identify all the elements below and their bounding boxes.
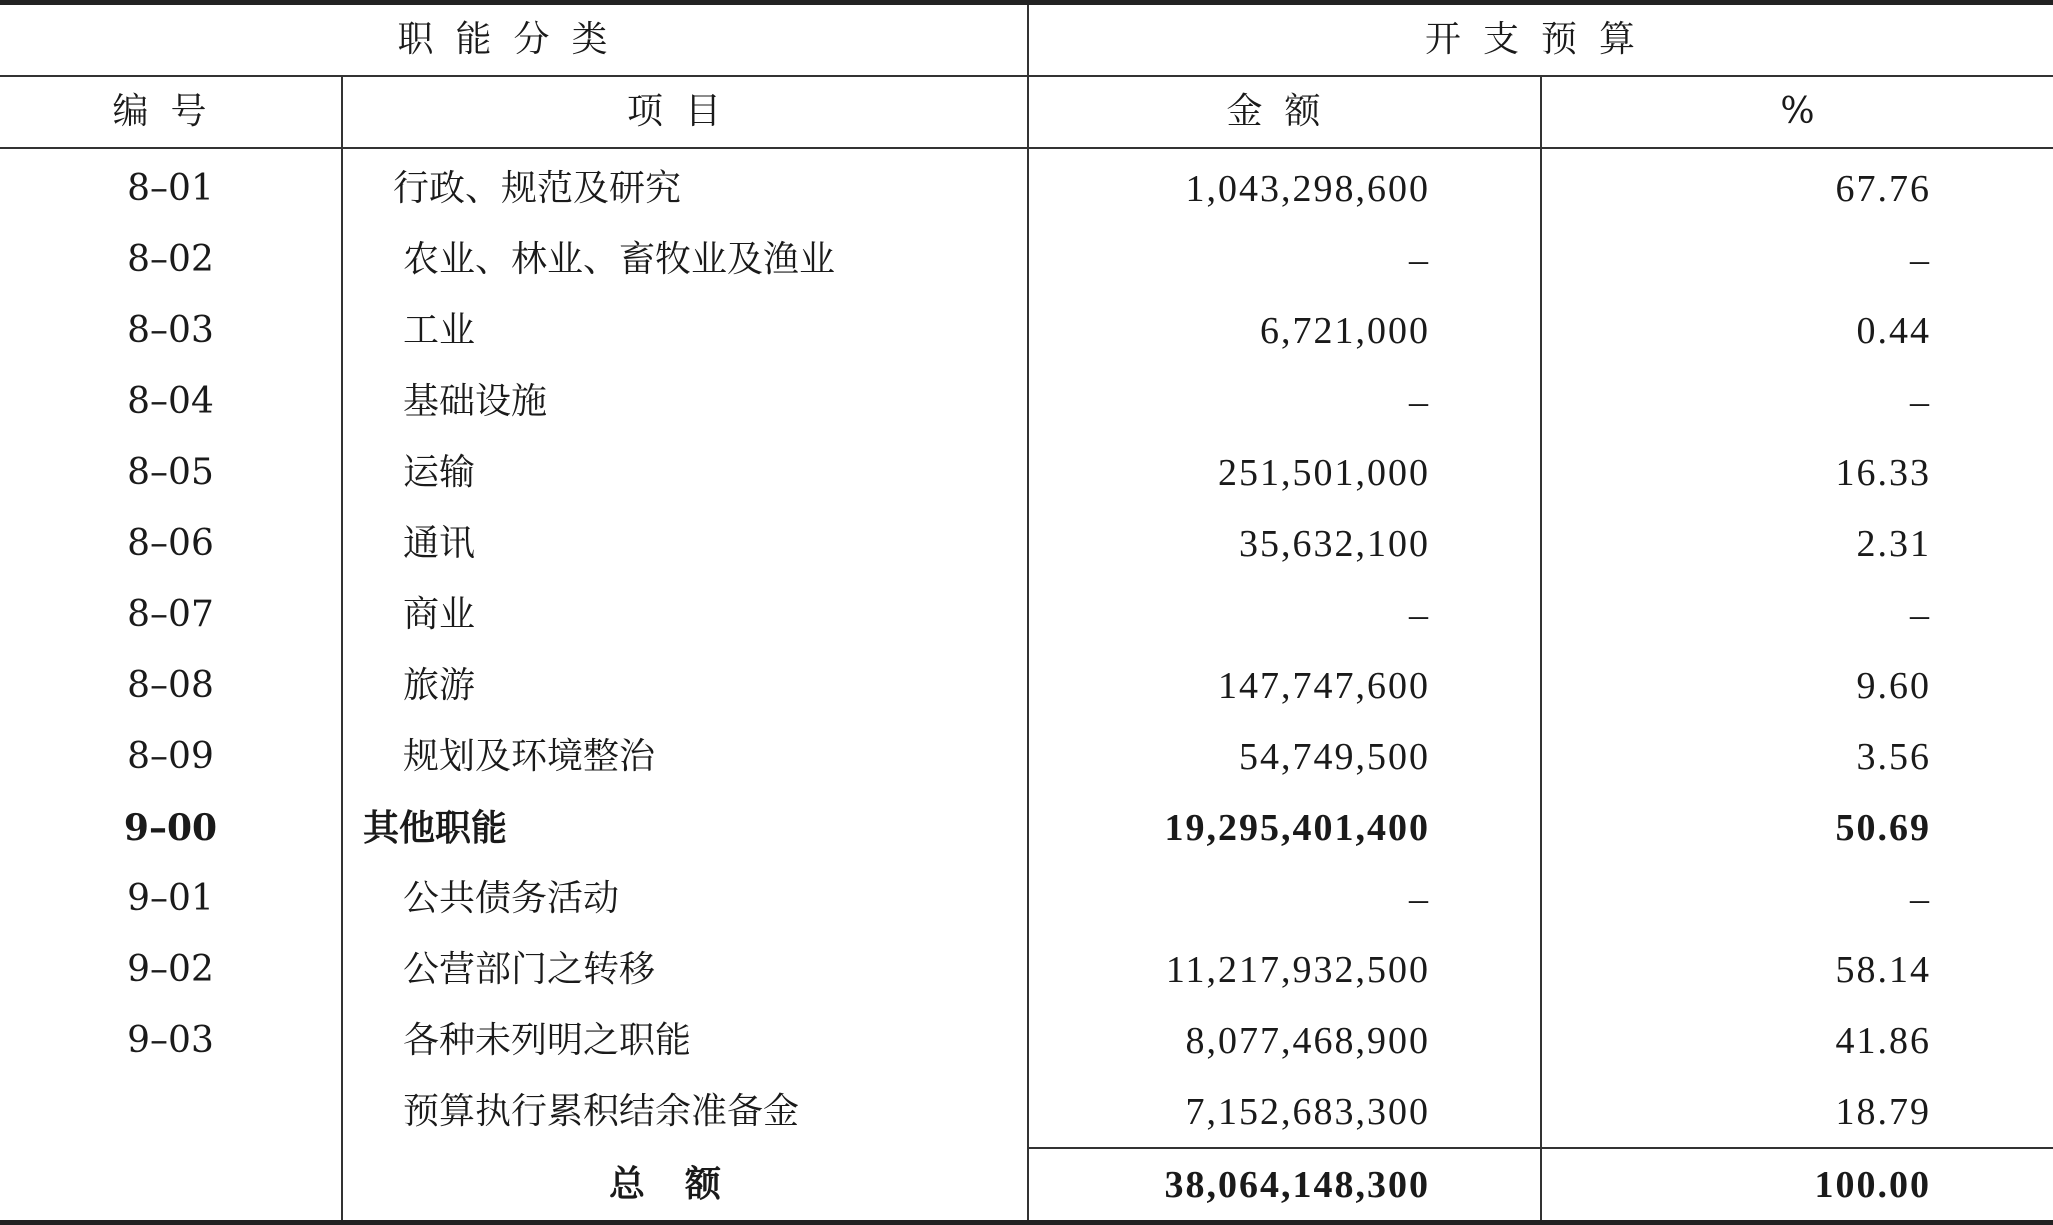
table-row-group [0, 792, 2053, 863]
row-item: 公共债务活动 [342, 863, 1028, 934]
table-row-total [0, 1148, 2053, 1223]
table-row [0, 863, 2053, 934]
row-item: 工业 [342, 295, 1028, 366]
table-row [0, 934, 2053, 1005]
row-percent: – [1541, 579, 2053, 650]
table-row [0, 295, 2053, 366]
row-percent: – [1541, 224, 2053, 295]
row-item: 各种未列明之职能 [342, 1005, 1028, 1076]
header-amount: 金额 [1028, 76, 1541, 148]
header-functional-classification: 职能分类 [0, 3, 1028, 77]
row-code: 8–06 [127, 522, 214, 564]
row-percent: – [1541, 863, 2053, 934]
total-percent: 100.00 [1541, 1148, 2053, 1223]
row-code: 9–03 [127, 1019, 214, 1061]
row-code: 8–04 [127, 380, 214, 422]
row-percent: – [1541, 366, 2053, 437]
header-column-row [0, 76, 2053, 148]
row-code: 8–01 [127, 167, 214, 209]
row-percent: 16.33 [1541, 437, 2053, 508]
table-row [0, 437, 2053, 508]
table-row [0, 508, 2053, 579]
row-code: 8–09 [127, 735, 214, 777]
row-percent: 58.14 [1541, 934, 2053, 1005]
row-item: 农业、林业、畜牧业及渔业 [342, 224, 1028, 295]
row-code [0, 1076, 342, 1148]
row-amount: – [1028, 579, 1541, 650]
row-percent: 18.79 [1541, 1076, 2053, 1148]
table-row [0, 366, 2053, 437]
table-row [0, 148, 2053, 224]
row-amount: – [1028, 366, 1541, 437]
row-item: 公营部门之转移 [342, 934, 1028, 1005]
row-item: 预算执行累积结余准备金 [342, 1076, 1028, 1148]
row-code: 8–05 [127, 451, 214, 493]
row-code-empty [0, 1148, 342, 1223]
table-row [0, 579, 2053, 650]
row-amount: 6,721,000 [1028, 295, 1541, 366]
row-amount: 19,295,401,400 [1028, 792, 1541, 863]
row-percent: 0.44 [1541, 295, 2053, 366]
row-percent: 67.76 [1541, 148, 2053, 224]
header-expenditure-budget: 开支预算 [1028, 3, 2053, 77]
row-item: 其他职能 [342, 792, 1028, 863]
row-item: 基础设施 [342, 366, 1028, 437]
row-amount: – [1028, 224, 1541, 295]
row-code: 8–07 [127, 593, 214, 635]
row-percent: 2.31 [1541, 508, 2053, 579]
row-amount: – [1028, 863, 1541, 934]
row-code: 9–02 [127, 948, 214, 990]
row-code: 8–02 [127, 238, 214, 280]
row-amount: 251,501,000 [1028, 437, 1541, 508]
table-row [0, 1005, 2053, 1076]
table-row [0, 721, 2053, 792]
table-row [0, 224, 2053, 295]
table-row [0, 650, 2053, 721]
row-amount: 147,747,600 [1028, 650, 1541, 721]
row-item: 行政、规范及研究 [342, 148, 1028, 224]
row-item: 规划及环境整治 [342, 721, 1028, 792]
row-amount: 1,043,298,600 [1028, 148, 1541, 224]
row-amount: 11,217,932,500 [1028, 934, 1541, 1005]
header-group-row [0, 3, 2053, 77]
total-label: 总额 [342, 1148, 1028, 1223]
row-amount: 54,749,500 [1028, 721, 1541, 792]
row-item: 运输 [342, 437, 1028, 508]
row-code: 8–08 [127, 664, 214, 706]
header-code: 编号 [0, 76, 342, 148]
header-percent: % [1541, 76, 2053, 148]
row-amount: 7,152,683,300 [1028, 1076, 1541, 1148]
total-amount: 38,064,148,300 [1028, 1148, 1541, 1223]
row-amount: 8,077,468,900 [1028, 1005, 1541, 1076]
row-percent: 41.86 [1541, 1005, 2053, 1076]
row-percent: 50.69 [1541, 792, 2053, 863]
header-item: 项目 [342, 76, 1028, 148]
row-code: 9–00 [123, 806, 218, 849]
row-percent: 9.60 [1541, 650, 2053, 721]
row-item: 旅游 [342, 650, 1028, 721]
table-row [0, 1076, 2053, 1148]
row-percent: 3.56 [1541, 721, 2053, 792]
row-code: 8–03 [127, 309, 214, 351]
row-amount: 35,632,100 [1028, 508, 1541, 579]
row-item: 商业 [342, 579, 1028, 650]
row-item: 通讯 [342, 508, 1028, 579]
row-code: 9–01 [127, 877, 214, 919]
